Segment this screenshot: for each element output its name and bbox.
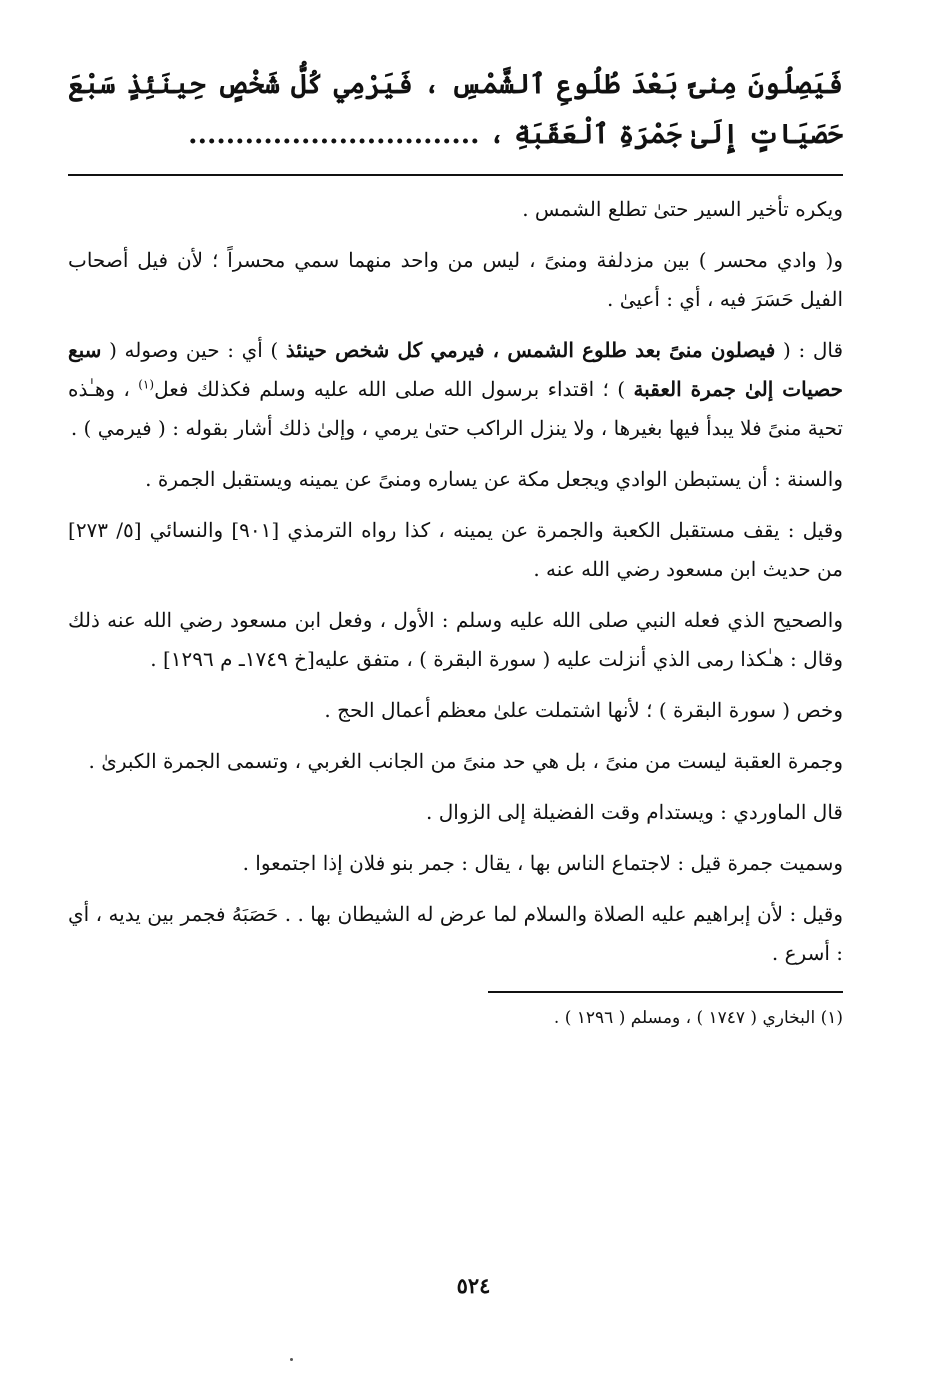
- paragraph-5: وقيل : يقف مستقبل الكعبة والجمرة عن يمينه ، كذا رواه الترمذي [٩٠١] والنسائي [٥/ ٢٧٣] من حديث ابن مسعود رضي الله عنه .: [68, 518, 843, 581]
- text-run: ) أي : حين وصوله (: [101, 338, 286, 362]
- paragraph-8: وجمرة العقبة ليست من منىً ، بل هي حد منىً من الجانب الغربي ، وتسمى الجمرة الكبرىٰ .: [88, 749, 843, 773]
- paragraph-2: و( وادي محسر ) بين مزدلفة ومنىً ، ليس من واحد منهما سمي محسراً ؛ لأن فيل أصحاب الفيل حَسَرَ فيه ، أي : أعيىٰ .: [68, 248, 843, 311]
- footnote: (١) البخاري ( ١٧٤٧ ) ، ومسلم ( ١٢٩٦ ) .: [553, 1008, 843, 1028]
- matn-quote: سبع حصيات إلىٰ جمرة العقبة: [68, 338, 843, 401]
- text-run: ، وهـٰذه تحية منىً فلا يبدأ فيها بغيرها ، ولا ينزل الراكب حتىٰ يرمي ، وإلىٰ ذلك أشار بقوله : ( فيرمي ) .: [68, 377, 843, 440]
- paragraph-1: ويكره تأخير السير حتىٰ تطلع الشمس .: [522, 197, 843, 221]
- paragraph-6: والصحيح الذي فعله النبي صلى الله عليه وسلم : الأول ، وفعل ابن مسعود رضي الله عنه ذلك وقال : هـٰكذا رمى الذي أنزلت عليه ( سورة البقرة ) ، متفق عليه[خ ١٧٤٩ـ م ١٢٩٦] .: [68, 608, 843, 671]
- page-number: ٥٢٤: [456, 1273, 491, 1298]
- matn-line: فَيَصِلُونَ مِنىً بَعْدَ طُلُوعِ ٱلشَّمْسِ ، فَيَرْمِي كُلُّ شَخْصٍ حِينَئِذٍ سَبْعَ حَصَيَاتٍ إِلَىٰ جَمْرَةِ ٱلْعَقَبَةِ ،: [68, 69, 843, 150]
- matn-quote: فيصلون منىً بعد طلوع الشمس ، فيرمي كل شخص حينئذ: [285, 338, 776, 362]
- footnote-ref: (١): [138, 377, 155, 392]
- scan-speck: [290, 1358, 293, 1361]
- paragraph-9: قال الماوردي : ويستدام وقت الفضيلة إلى الزوال .: [426, 800, 843, 824]
- paragraph-4: والسنة : أن يستبطن الوادي ويجعل مكة عن يساره ومنىً عن يمينه ويستقبل الجمرة .: [145, 467, 843, 491]
- matn-text: [68, 60, 843, 160]
- page-body: [68, 60, 843, 1033]
- text-run: قال : (: [775, 338, 844, 362]
- paragraph-10: وسميت جمرة قيل : لاجتماع الناس بها ، يقال : جمر بنو فلان إذا اجتمعوا .: [242, 851, 843, 875]
- matn-dots: ...............................: [188, 119, 480, 150]
- paragraph-3: [68, 331, 843, 448]
- text-run: ) ؛ اقتداء برسول الله صلى الله عليه وسلم فكذلك فعل: [154, 377, 634, 401]
- header-divider: [68, 174, 843, 176]
- footnote-divider: [488, 991, 843, 993]
- paragraph-7: وخص ( سورة البقرة ) ؛ لأنها اشتملت علىٰ معظم أعمال الحج .: [324, 698, 843, 722]
- paragraph-11: وقيل : لأن إبراهيم عليه الصلاة والسلام لما عرض له الشيطان بها . . حَصَبَهُ فجمر بين يديه ، أي : أسرع .: [68, 902, 844, 965]
